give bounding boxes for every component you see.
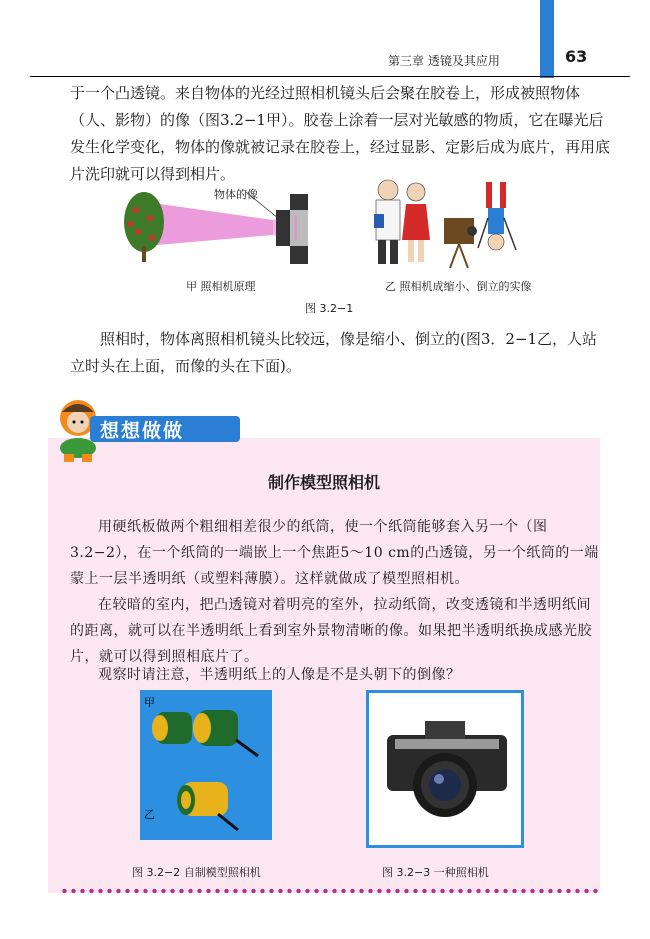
real-camera-photo xyxy=(366,690,524,848)
banner-label: 想想做做 xyxy=(100,420,185,442)
paper-tube-pair-b xyxy=(177,782,238,830)
figure-caption: 图 3.2−1 xyxy=(305,302,354,315)
header-rule xyxy=(30,76,630,77)
photo-label-b: 乙 xyxy=(144,808,155,821)
page-tab-marker xyxy=(540,0,554,78)
chapter-title: 第三章 透镜及其应用 xyxy=(388,54,500,68)
activity-paragraph-2: 在较暗的室内，把凸透镜对着明亮的室外，拉动纸筒，改变透镜和半透明纸间的距离，就可以在半透明纸上看到室外景物清晰的像。如果把半透明纸换成感光胶片，就可以得到照相底片了。 xyxy=(70,597,592,665)
photo-label-a: 甲 xyxy=(144,696,155,709)
cartoon-people-illustration xyxy=(360,178,528,270)
activity-paragraph-3: 观察时请注意，半透明纸上的人像是不是头朝下的倒像？ xyxy=(98,667,461,683)
camera-icon xyxy=(369,693,521,845)
second-paragraph: 照相时，物体离照相机镜头比较远，像是缩小、倒立的(图3．2−1乙，人站立时头在上面，而像的头在下面)。 xyxy=(70,330,598,375)
page-number: 63 xyxy=(565,47,588,66)
activity-banner xyxy=(90,414,250,442)
photo-caption-2: 图 3.2−3 一种照相机 xyxy=(382,866,489,879)
activity-paragraph-1: 用硬纸板做两个粗细相差很少的纸筒，使一个纸筒能够套入另一个（图3.2−2），在一个纸筒的一端嵌上一个焦距5～10 cm的凸透镜，另一个纸筒的一端蒙上一层半透明纸（或塑料薄膜）。这样就做成了模型照相机。 xyxy=(70,519,599,587)
paper-tube-pair-a xyxy=(152,710,258,756)
activity-title: 制作模型照相机 xyxy=(267,473,380,492)
caption-right: 乙 照相机成缩小、倒立的实像 xyxy=(385,280,532,293)
image-label: 物体的像 xyxy=(214,188,258,201)
intro-paragraph: 于一个凸透镜。来自物体的光经过照相机镜头后会聚在胶卷上，形成被照物体（人、影物）的像（图3.2−1甲）。胶卷上涂着一层对光敏感的物质，它在曝光后发生化学变化，物体的像就被记录在胶卷上，经过显影、定影后成为底片，再用底片洗印就可以得到相片。 xyxy=(70,84,611,183)
caption-left: 甲 照相机原理 xyxy=(186,280,256,293)
photo-caption-1: 图 3.2−2 自制模型照相机 xyxy=(132,866,261,879)
model-camera-photo xyxy=(140,690,272,840)
dotted-border xyxy=(60,888,600,894)
